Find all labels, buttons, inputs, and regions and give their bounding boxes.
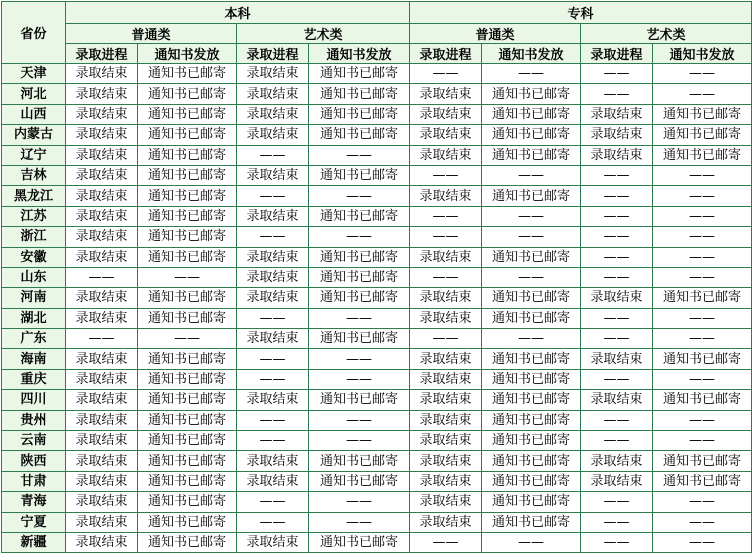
notice-cell: 通知书已邮寄 [138, 64, 237, 84]
notice-cell: —— [482, 267, 581, 287]
progress-cell: —— [581, 206, 653, 226]
notice-cell: —— [653, 84, 752, 104]
province-cell: 湖北 [2, 308, 66, 328]
notice-cell: 通知书已邮寄 [138, 165, 237, 185]
notice-cell: —— [309, 349, 410, 369]
progress-cell: —— [581, 267, 653, 287]
notice-cell: —— [653, 247, 752, 267]
college-header: 专科 [410, 2, 752, 24]
progress-cell: 录取结束 [237, 206, 309, 226]
notice-cell: —— [653, 512, 752, 532]
notice-cell: —— [309, 308, 410, 328]
progress-cell: —— [410, 329, 482, 349]
notice-cell: 通知书已邮寄 [138, 431, 237, 451]
notice-cell: 通知书已邮寄 [482, 349, 581, 369]
progress-cell: 录取结束 [410, 349, 482, 369]
notice-cell: —— [309, 512, 410, 532]
progress-cell: —— [66, 267, 138, 287]
notice-cell: —— [653, 329, 752, 349]
notice-cell: 通知书已邮寄 [138, 125, 237, 145]
notice-cell: 通知书已邮寄 [653, 125, 752, 145]
notice-cell: 通知书已邮寄 [309, 247, 410, 267]
college-general-header: 普通类 [410, 24, 581, 44]
notice-cell: 通知书已邮寄 [309, 104, 410, 124]
notice-cell: —— [653, 532, 752, 552]
progress-cell: 录取结束 [66, 410, 138, 430]
notice-cell: —— [482, 329, 581, 349]
progress-cell: 录取结束 [581, 104, 653, 124]
table-row [2, 532, 752, 552]
table-row [2, 64, 752, 84]
notice-cell: 通知书已邮寄 [138, 308, 237, 328]
province-cell: 四川 [2, 390, 66, 410]
notice-cell: 通知书已邮寄 [138, 492, 237, 512]
progress-cell: 录取结束 [66, 145, 138, 165]
progress-cell: 录取结束 [410, 288, 482, 308]
notice-cell: —— [309, 186, 410, 206]
progress-cell: 录取结束 [66, 349, 138, 369]
progress-cell: 录取结束 [410, 492, 482, 512]
progress-cell: —— [581, 165, 653, 185]
progress-cell: —— [237, 186, 309, 206]
table-row [2, 267, 752, 287]
notice-cell: —— [653, 308, 752, 328]
progress-cell: 录取结束 [66, 431, 138, 451]
progress-cell: 录取结束 [237, 267, 309, 287]
table-row [2, 206, 752, 226]
progress-cell: 录取结束 [237, 329, 309, 349]
progress-header: 录取进程 [66, 44, 138, 64]
table-row [2, 451, 752, 471]
notice-cell: 通知书已邮寄 [482, 492, 581, 512]
notice-cell: —— [309, 492, 410, 512]
progress-cell: 录取结束 [581, 145, 653, 165]
progress-cell: 录取结束 [581, 125, 653, 145]
notice-cell: 通知书已邮寄 [309, 267, 410, 287]
notice-cell: —— [653, 186, 752, 206]
notice-cell: 通知书已邮寄 [309, 84, 410, 104]
progress-cell: 录取结束 [237, 451, 309, 471]
progress-cell: —— [410, 532, 482, 552]
province-cell: 江苏 [2, 206, 66, 226]
progress-cell: 录取结束 [410, 431, 482, 451]
table-row [2, 512, 752, 532]
notice-cell: 通知书已邮寄 [138, 410, 237, 430]
progress-cell: —— [410, 206, 482, 226]
notice-cell: 通知书已邮寄 [482, 84, 581, 104]
notice-cell: —— [482, 206, 581, 226]
province-cell: 山西 [2, 104, 66, 124]
notice-cell: 通知书已邮寄 [482, 247, 581, 267]
notice-cell: —— [653, 64, 752, 84]
table-row [2, 369, 752, 389]
progress-cell: —— [237, 369, 309, 389]
table-row [2, 410, 752, 430]
progress-cell: 录取结束 [410, 471, 482, 491]
notice-cell: 通知书已邮寄 [482, 369, 581, 389]
progress-cell: 录取结束 [410, 512, 482, 532]
progress-cell: —— [581, 186, 653, 206]
province-cell: 河北 [2, 84, 66, 104]
progress-cell: 录取结束 [66, 186, 138, 206]
notice-cell: 通知书已邮寄 [653, 471, 752, 491]
notice-cell: 通知书已邮寄 [138, 227, 237, 247]
notice-cell: 通知书已邮寄 [309, 206, 410, 226]
notice-cell: 通知书已邮寄 [309, 471, 410, 491]
progress-cell: 录取结束 [66, 84, 138, 104]
progress-cell: 录取结束 [410, 104, 482, 124]
province-cell: 黑龙江 [2, 186, 66, 206]
notice-cell: —— [138, 267, 237, 287]
progress-cell: —— [581, 512, 653, 532]
progress-cell: 录取结束 [581, 451, 653, 471]
notice-cell: —— [653, 206, 752, 226]
table-row [2, 390, 752, 410]
progress-cell: 录取结束 [66, 104, 138, 124]
notice-cell: —— [309, 410, 410, 430]
notice-cell: 通知书已邮寄 [653, 349, 752, 369]
progress-cell: 录取结束 [581, 349, 653, 369]
admission-status-table [1, 1, 752, 553]
notice-cell: 通知书已邮寄 [309, 329, 410, 349]
progress-cell: 录取结束 [581, 471, 653, 491]
notice-cell: 通知书已邮寄 [138, 247, 237, 267]
notice-cell: —— [653, 410, 752, 430]
notice-cell: —— [653, 369, 752, 389]
notice-cell: —— [653, 165, 752, 185]
notice-cell: 通知书已邮寄 [138, 349, 237, 369]
notice-header: 通知书发放 [309, 44, 410, 64]
progress-cell: 录取结束 [410, 186, 482, 206]
progress-header: 录取进程 [410, 44, 482, 64]
progress-cell: —— [410, 165, 482, 185]
progress-cell: 录取结束 [581, 288, 653, 308]
progress-cell: 录取结束 [66, 471, 138, 491]
table-row [2, 104, 752, 124]
progress-cell: 录取结束 [237, 64, 309, 84]
table-body [2, 64, 752, 553]
progress-cell: —— [581, 532, 653, 552]
notice-cell: 通知书已邮寄 [138, 512, 237, 532]
notice-cell: 通知书已邮寄 [138, 451, 237, 471]
notice-cell: 通知书已邮寄 [138, 288, 237, 308]
progress-cell: —— [410, 267, 482, 287]
progress-cell: 录取结束 [66, 308, 138, 328]
province-cell: 重庆 [2, 369, 66, 389]
table-row [2, 288, 752, 308]
notice-cell: —— [482, 532, 581, 552]
notice-cell: 通知书已邮寄 [482, 512, 581, 532]
notice-cell: —— [309, 145, 410, 165]
province-cell: 吉林 [2, 165, 66, 185]
notice-cell: —— [138, 329, 237, 349]
notice-cell: 通知书已邮寄 [653, 145, 752, 165]
notice-cell: 通知书已邮寄 [138, 186, 237, 206]
notice-cell: 通知书已邮寄 [653, 451, 752, 471]
notice-cell: 通知书已邮寄 [482, 471, 581, 491]
college-arts-header: 艺术类 [581, 24, 752, 44]
notice-cell: 通知书已邮寄 [138, 145, 237, 165]
notice-cell: 通知书已邮寄 [138, 104, 237, 124]
notice-header: 通知书发放 [653, 44, 752, 64]
notice-cell: 通知书已邮寄 [309, 451, 410, 471]
progress-cell: 录取结束 [66, 64, 138, 84]
progress-cell: —— [581, 329, 653, 349]
progress-cell: —— [581, 308, 653, 328]
province-cell: 天津 [2, 64, 66, 84]
progress-cell: 录取结束 [237, 104, 309, 124]
progress-cell: —— [581, 431, 653, 451]
progress-cell: 录取结束 [410, 308, 482, 328]
notice-cell: 通知书已邮寄 [482, 125, 581, 145]
notice-cell: 通知书已邮寄 [653, 104, 752, 124]
notice-cell: 通知书已邮寄 [309, 532, 410, 552]
table-row [2, 165, 752, 185]
progress-cell: —— [237, 431, 309, 451]
notice-cell: 通知书已邮寄 [482, 186, 581, 206]
progress-cell: —— [581, 84, 653, 104]
notice-cell: 通知书已邮寄 [138, 471, 237, 491]
progress-cell: 录取结束 [237, 471, 309, 491]
progress-cell: 录取结束 [66, 512, 138, 532]
notice-cell: —— [653, 227, 752, 247]
progress-cell: 录取结束 [66, 125, 138, 145]
notice-cell: —— [653, 431, 752, 451]
bachelor-general-header: 普通类 [66, 24, 237, 44]
notice-cell: 通知书已邮寄 [138, 206, 237, 226]
table-row [2, 84, 752, 104]
table-row [2, 227, 752, 247]
notice-cell: —— [653, 492, 752, 512]
notice-cell: 通知书已邮寄 [138, 390, 237, 410]
progress-cell: 录取结束 [581, 390, 653, 410]
table-row [2, 186, 752, 206]
progress-header: 录取进程 [581, 44, 653, 64]
progress-cell: 录取结束 [410, 390, 482, 410]
notice-cell: 通知书已邮寄 [482, 104, 581, 124]
progress-cell: —— [581, 492, 653, 512]
notice-cell: —— [309, 369, 410, 389]
notice-cell: —— [309, 227, 410, 247]
progress-cell: 录取结束 [237, 125, 309, 145]
progress-cell: 录取结束 [66, 390, 138, 410]
notice-cell: —— [482, 165, 581, 185]
province-cell: 海南 [2, 349, 66, 369]
table-row [2, 492, 752, 512]
notice-cell: 通知书已邮寄 [653, 390, 752, 410]
table-row [2, 145, 752, 165]
bachelor-header: 本科 [66, 2, 410, 24]
notice-cell: —— [482, 227, 581, 247]
progress-cell: 录取结束 [66, 369, 138, 389]
progress-cell: 录取结束 [410, 369, 482, 389]
notice-cell: 通知书已邮寄 [309, 64, 410, 84]
progress-cell: 录取结束 [237, 532, 309, 552]
progress-cell: —— [66, 329, 138, 349]
progress-cell: 录取结束 [66, 206, 138, 226]
progress-cell: —— [410, 227, 482, 247]
notice-cell: —— [309, 431, 410, 451]
province-cell: 贵州 [2, 410, 66, 430]
table-row [2, 349, 752, 369]
progress-cell: 录取结束 [66, 227, 138, 247]
notice-cell: 通知书已邮寄 [309, 125, 410, 145]
province-cell: 辽宁 [2, 145, 66, 165]
province-cell: 山东 [2, 267, 66, 287]
province-header: 省份 [2, 2, 66, 64]
province-cell: 河南 [2, 288, 66, 308]
progress-cell: 录取结束 [237, 390, 309, 410]
table-row [2, 125, 752, 145]
progress-cell: 录取结束 [237, 165, 309, 185]
notice-header: 通知书发放 [482, 44, 581, 64]
progress-cell: —— [237, 227, 309, 247]
table-row [2, 329, 752, 349]
table-row [2, 247, 752, 267]
progress-cell: 录取结束 [66, 492, 138, 512]
progress-cell: 录取结束 [410, 145, 482, 165]
progress-cell: 录取结束 [66, 532, 138, 552]
table-row [2, 308, 752, 328]
notice-cell: 通知书已邮寄 [138, 532, 237, 552]
province-cell: 内蒙古 [2, 125, 66, 145]
province-cell: 宁夏 [2, 512, 66, 532]
notice-cell: 通知书已邮寄 [309, 165, 410, 185]
progress-header: 录取进程 [237, 44, 309, 64]
province-cell: 广东 [2, 329, 66, 349]
notice-cell: 通知书已邮寄 [138, 369, 237, 389]
progress-cell: 录取结束 [410, 451, 482, 471]
bachelor-arts-header: 艺术类 [237, 24, 410, 44]
progress-cell: —— [237, 145, 309, 165]
notice-cell: 通知书已邮寄 [482, 410, 581, 430]
progress-cell: 录取结束 [237, 84, 309, 104]
province-cell: 浙江 [2, 227, 66, 247]
progress-cell: —— [237, 349, 309, 369]
progress-cell: —— [410, 64, 482, 84]
progress-cell: —— [581, 369, 653, 389]
notice-cell: 通知书已邮寄 [482, 451, 581, 471]
progress-cell: 录取结束 [410, 410, 482, 430]
province-cell: 陕西 [2, 451, 66, 471]
progress-cell: 录取结束 [66, 247, 138, 267]
progress-cell: 录取结束 [237, 247, 309, 267]
notice-cell: 通知书已邮寄 [482, 308, 581, 328]
progress-cell: —— [581, 64, 653, 84]
progress-cell: —— [237, 410, 309, 430]
notice-cell: 通知书已邮寄 [482, 431, 581, 451]
progress-cell: —— [237, 308, 309, 328]
notice-cell: 通知书已邮寄 [482, 145, 581, 165]
notice-cell: —— [653, 267, 752, 287]
province-cell: 新疆 [2, 532, 66, 552]
progress-cell: 录取结束 [410, 125, 482, 145]
province-cell: 云南 [2, 431, 66, 451]
notice-header: 通知书发放 [138, 44, 237, 64]
progress-cell: —— [581, 247, 653, 267]
province-cell: 青海 [2, 492, 66, 512]
notice-cell: 通知书已邮寄 [138, 84, 237, 104]
progress-cell: 录取结束 [66, 451, 138, 471]
notice-cell: 通知书已邮寄 [309, 288, 410, 308]
progress-cell: —— [237, 512, 309, 532]
notice-cell: 通知书已邮寄 [309, 390, 410, 410]
notice-cell: 通知书已邮寄 [653, 288, 752, 308]
progress-cell: —— [581, 227, 653, 247]
progress-cell: 录取结束 [410, 84, 482, 104]
table-row [2, 471, 752, 491]
notice-cell: 通知书已邮寄 [482, 288, 581, 308]
table-row [2, 431, 752, 451]
progress-cell: 录取结束 [237, 288, 309, 308]
province-cell: 甘肃 [2, 471, 66, 491]
progress-cell: 录取结束 [410, 247, 482, 267]
notice-cell: —— [482, 64, 581, 84]
progress-cell: 录取结束 [66, 165, 138, 185]
progress-cell: —— [581, 410, 653, 430]
progress-cell: 录取结束 [66, 288, 138, 308]
province-cell: 安徽 [2, 247, 66, 267]
notice-cell: 通知书已邮寄 [482, 390, 581, 410]
progress-cell: —— [237, 492, 309, 512]
